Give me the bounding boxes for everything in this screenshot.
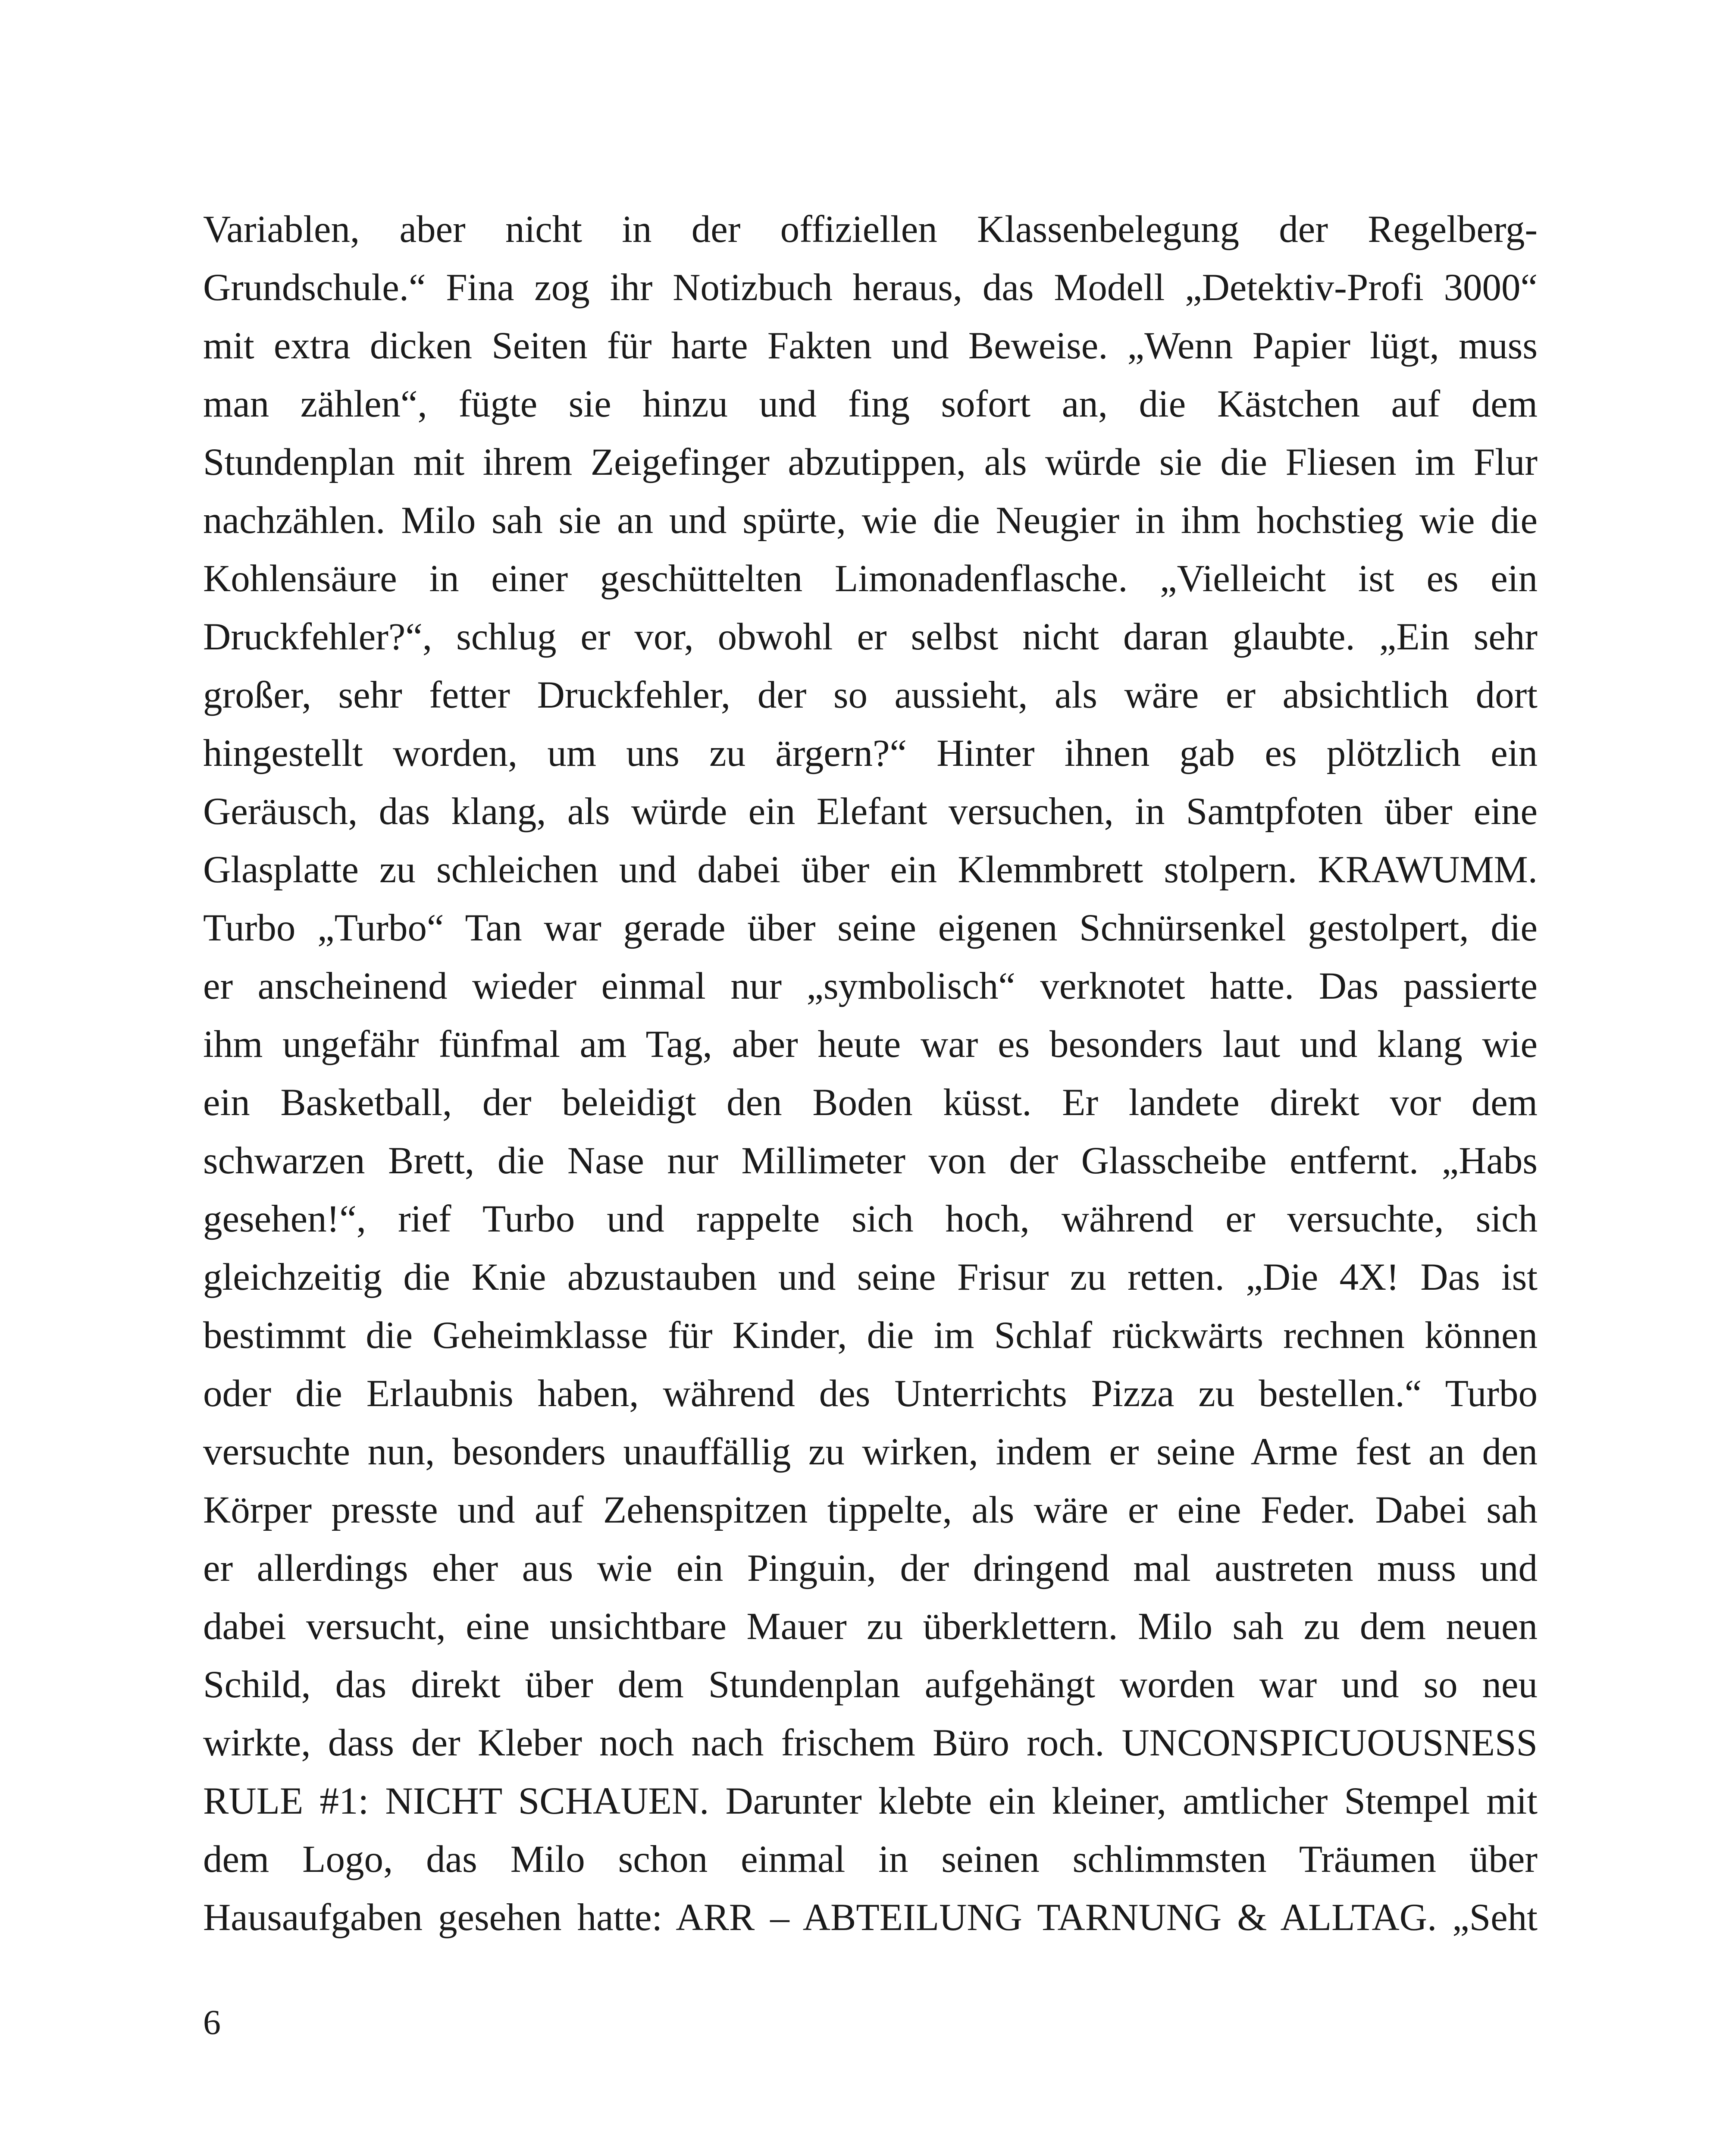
text-line: dem Logo, das Milo schon einmal in seinen schlimmsten Träumen über <box>203 1838 1538 1880</box>
text-line: Schild, das direkt über dem Stundenplan aufgehängt worden war und so neu <box>203 1664 1538 1706</box>
text-line: RULE #1: NICHT SCHAUEN. Darunter klebte ein kleiner, amtlicher Stempel mit <box>203 1780 1538 1822</box>
text-line: gleichzeitig die Knie abzustauben und seine Frisur zu retten. „Die 4X! Das ist <box>203 1256 1538 1298</box>
text-line: Stundenplan mit ihrem Zeigefinger abzutippen, als würde sie die Fliesen im Flur <box>203 441 1538 483</box>
text-line: Glasplatte zu schleichen und dabei über ein Klemmbrett stolpern. KRAWUMM. <box>203 849 1538 891</box>
text-line: Turbo „Turbo“ Tan war gerade über seine eigenen Schnürsenkel gestolpert, die <box>203 907 1538 949</box>
text-line: großer, sehr fetter Druckfehler, der so aussieht, als wäre er absichtlich dort <box>203 674 1538 716</box>
text-line: man zählen“, fügte sie hinzu und fing sofort an, die Kästchen auf dem <box>203 383 1538 425</box>
text-line: bestimmt die Geheimklasse für Kinder, die im Schlaf rückwärts rechnen können <box>203 1314 1538 1357</box>
text-line: wirkte, dass der Kleber noch nach frischem Büro roch. UNCONSPICUOUSNESS <box>203 1722 1538 1764</box>
text-line: ihm ungefähr fünfmal am Tag, aber heute war es besonders laut und klang wie <box>203 1023 1538 1065</box>
text-line: mit extra dicken Seiten für harte Fakten und Beweise. „Wenn Papier lügt, muss <box>203 325 1538 367</box>
text-line: Körper presste und auf Zehenspitzen tippelte, als wäre er eine Feder. Dabei sah <box>203 1489 1538 1531</box>
body-text <box>203 201 1538 1947</box>
text-line: dabei versucht, eine unsichtbare Mauer zu überklettern. Milo sah zu dem neuen <box>203 1605 1538 1648</box>
text-line: ein Basketball, der beleidigt den Boden küsst. Er landete direkt vor dem <box>203 1081 1538 1124</box>
text-line: er allerdings eher aus wie ein Pinguin, der dringend mal austreten muss und <box>203 1547 1538 1589</box>
text-line: Hausaufgaben gesehen hatte: ARR – ABTEILUNG TARNUNG & ALLTAG. „Seht <box>203 1896 1538 1939</box>
text-line: Geräusch, das klang, als würde ein Elefant versuchen, in Samtpfoten über eine <box>203 790 1538 833</box>
text-line: versuchte nun, besonders unauffällig zu wirken, indem er seine Arme fest an den <box>203 1431 1538 1473</box>
text-line: Druckfehler?“, schlug er vor, obwohl er selbst nicht daran glaubte. „Ein sehr <box>203 616 1538 658</box>
text-line: hingestellt worden, um uns zu ärgern?“ Hinter ihnen gab es plötzlich ein <box>203 732 1538 774</box>
text-line: er anscheinend wieder einmal nur „symbolisch“ verknotet hatte. Das passierte <box>203 965 1538 1007</box>
text-line: Variablen, aber nicht in der offiziellen Klassenbelegung der Regelberg- <box>203 208 1538 251</box>
text-line: Kohlensäure in einer geschüttelten Limonadenflasche. „Vielleicht ist es ein <box>203 558 1538 600</box>
text-line: Grundschule.“ Fina zog ihr Notizbuch heraus, das Modell „Detektiv-Profi 3000“ <box>203 266 1538 309</box>
text-line: nachzählen. Milo sah sie an und spürte, wie die Neugier in ihm hochstieg wie die <box>203 499 1538 542</box>
text-line: oder die Erlaubnis haben, während des Unterrichts Pizza zu bestellen.“ Turbo <box>203 1373 1538 1415</box>
text-line: schwarzen Brett, die Nase nur Millimeter von der Glasscheibe entfernt. „Habs <box>203 1140 1538 1182</box>
text-line: gesehen!“, rief Turbo und rappelte sich hoch, während er versuchte, sich <box>203 1198 1538 1240</box>
page-number: 6 <box>203 2002 221 2042</box>
